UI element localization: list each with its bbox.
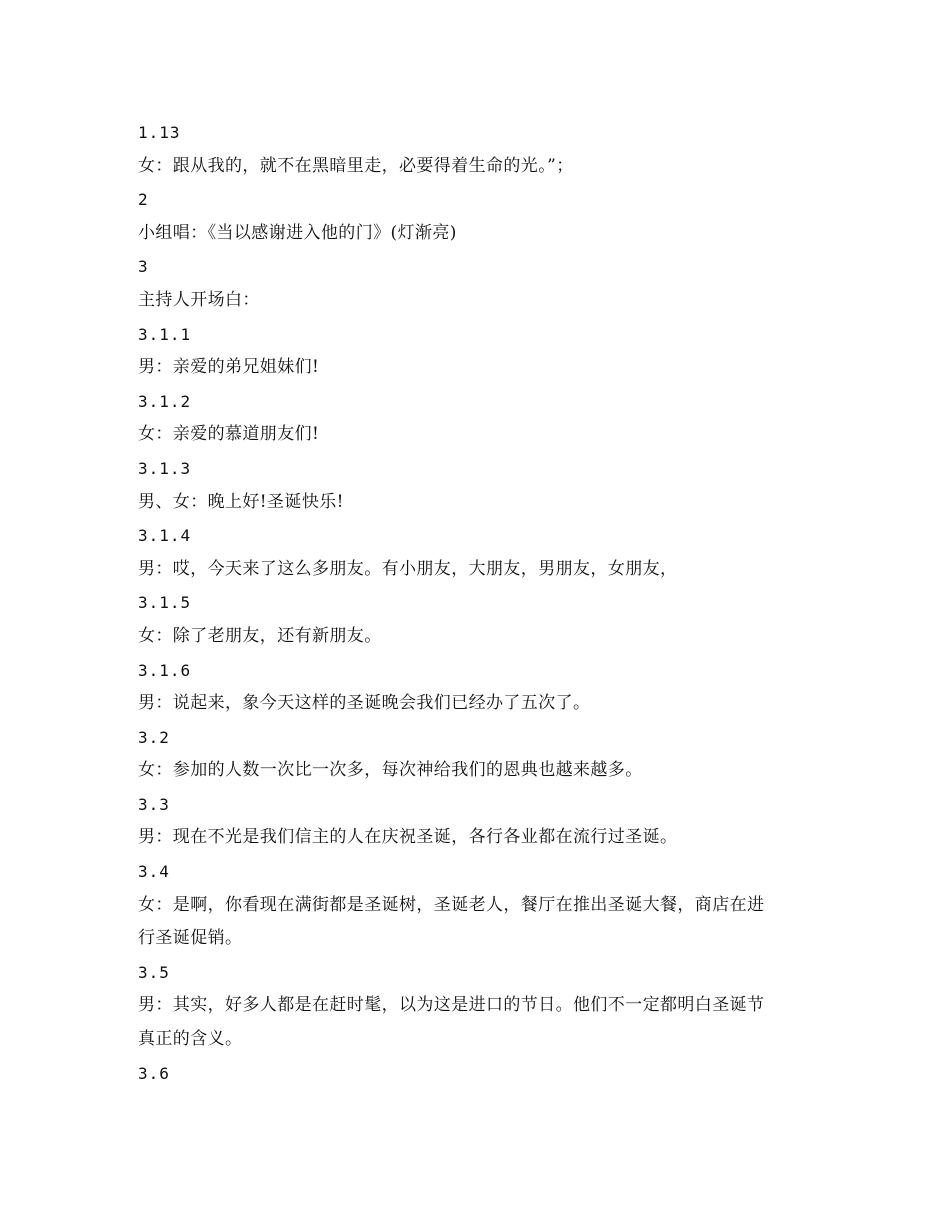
script-line: 男：亲爱的弟兄姐妹们! — [138, 357, 320, 378]
section-number: 3.1.1 — [138, 324, 192, 344]
script-line: 女：亲爱的慕道朋友们! — [138, 424, 320, 445]
script-line: 男：其实，好多人都是在赶时髦，以为这是进口的节日。他们不一定都明白圣诞节 — [138, 995, 765, 1016]
script-line: 女：除了老朋友，还有新朋友。 — [138, 625, 382, 646]
section-number: 3.1.4 — [138, 526, 192, 546]
script-line: 小组唱：《当以感谢进入他的门》(灯渐亮) — [138, 222, 457, 243]
section-number: 3.5 — [138, 962, 170, 982]
script-line: 女：跟从我的，就不在黑暗里走，必要得着生命的光。”； — [138, 155, 574, 176]
section-number: 1.13 — [138, 123, 181, 142]
script-line-continuation: 行圣诞促销。 — [138, 928, 243, 949]
section-number: 3.6 — [138, 1063, 170, 1083]
section-heading: 主持人开场白： — [138, 289, 260, 310]
section-number: 3.1.5 — [138, 593, 192, 613]
script-line: 男：哎，今天来了这么多朋友。有小朋友，大朋友，男朋友，女朋友， — [138, 558, 678, 579]
section-number: 3 — [138, 257, 149, 277]
section-number: 3.2 — [138, 727, 170, 747]
section-number: 3.3 — [138, 794, 170, 814]
section-number: 2 — [138, 190, 149, 210]
section-number: 3.1.6 — [138, 660, 192, 680]
section-number: 3.1.2 — [138, 391, 192, 411]
script-line-continuation: 真正的含义。 — [138, 1029, 243, 1050]
document-page — [138, 116, 818, 1090]
script-line: 女：参加的人数一次比一次多，每次神给我们的恩典也越来越多。 — [138, 760, 643, 781]
section-number: 3.1.3 — [138, 458, 192, 478]
section-number: 3.4 — [138, 862, 170, 882]
script-line: 男：说起来，象今天这样的圣诞晚会我们已经办了五次了。 — [138, 693, 591, 714]
script-line: 女：是啊，你看现在满街都是圣诞树，圣诞老人，餐厅在推出圣诞大餐，商店在进 — [138, 894, 765, 915]
script-line: 男、女：晚上好!圣诞快乐! — [138, 491, 344, 512]
script-line: 男：现在不光是我们信主的人在庆祝圣诞，各行各业都在流行过圣诞。 — [138, 827, 678, 848]
